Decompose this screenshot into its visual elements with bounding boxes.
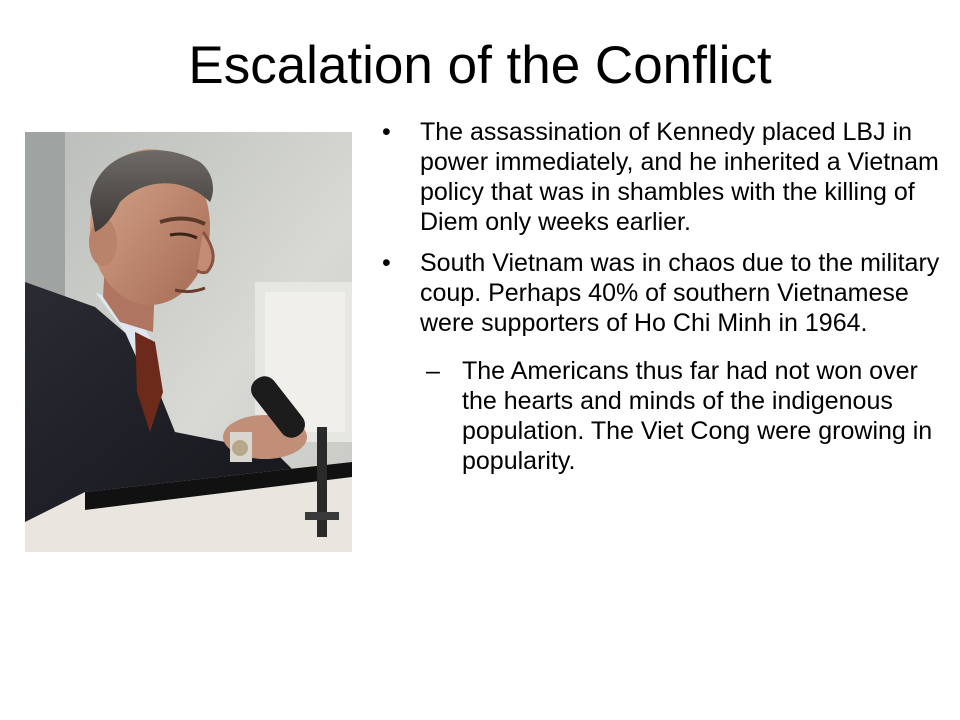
sub-bullet-item bbox=[382, 356, 942, 476]
bullet-marker: • bbox=[382, 249, 391, 277]
bullet-item bbox=[382, 248, 942, 338]
bullet-text: The assassination of Kennedy placed LBJ in power immediately, and he inherited a Vietnam policy that was in shambles with the killing of Diem only weeks earlier. bbox=[420, 118, 939, 236]
bullet-list bbox=[382, 117, 942, 476]
bullet-text: South Vietnam was in chaos due to the military coup. Perhaps 40% of southern Vietnamese were supporters of Ho Chi Minh in 1964. bbox=[420, 249, 940, 337]
slide-title: Escalation of the Conflict bbox=[188, 36, 772, 95]
sub-bullet-marker: – bbox=[426, 357, 440, 385]
bullet-item bbox=[382, 117, 942, 237]
lbj-photo bbox=[25, 132, 352, 552]
bullet-marker: • bbox=[382, 118, 391, 146]
sub-bullet-text: The Americans thus far had not won over the hearts and minds of the indigenous population. The Viet Cong were growing in popularity. bbox=[462, 357, 933, 475]
